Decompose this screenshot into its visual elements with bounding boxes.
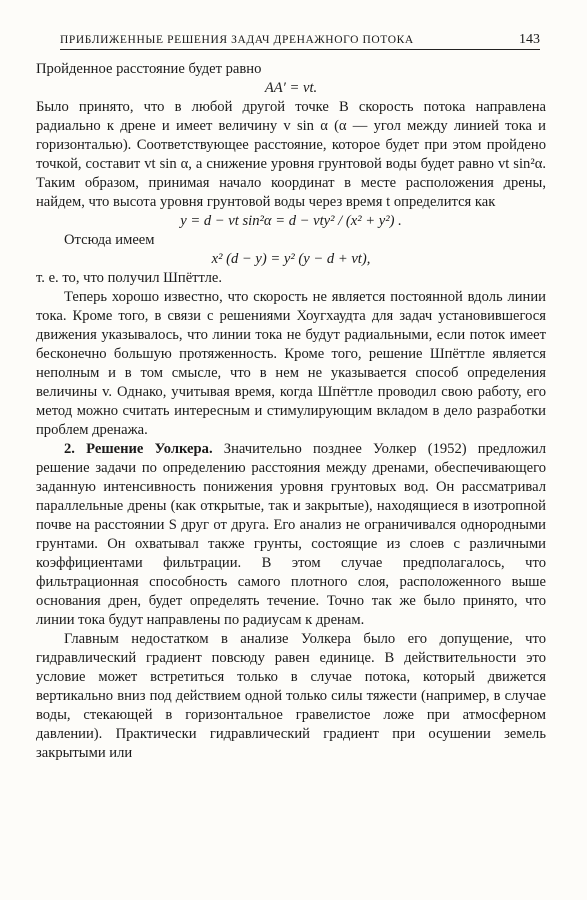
formula: y = d − vt sin²α = d − vty² / (x² + y²) . <box>180 213 402 229</box>
running-header <box>60 34 540 50</box>
header-title: ПРИБЛИЖЕННЫЕ РЕШЕНИЯ ЗАДАЧ ДРЕНАЖНОГО ПОТОКА <box>60 34 414 46</box>
section-heading: 2. Решение Уолкера. <box>64 441 213 457</box>
paragraph <box>36 440 546 630</box>
paragraph: Пройденное расстояние будет равно <box>36 61 262 77</box>
paragraph: Было принято, что в любой другой точке B скорость потока направлена радиально к дрене и имеет величину v sin α (α — угол между линией тока и горизонталью). Соответствующее расстояние, которое будет при этом пройдено точкой, составит vt sin α, а снижение уровня грунтовой воды будет равно vt sin²α. Таким образом, принимая начало координат в месте расположения дрены, найдем, что высота уровня грунтовой воды через время t определится как <box>36 99 546 210</box>
paragraph: т. е. то, что получил Шпёттле. <box>36 270 222 286</box>
paragraph: Теперь хорошо известно, что скорость не является постоянной вдоль линии тока. Кроме того, в связи с решениями Хоугхаудта для задач установившегося движения указывалось, что линии тока не будут радиальными, если поток имеет бесконечно большую протяженность. Кроме того, решение Шпёттле является неполным и в том смысле, что в нем не указывается способ определения величины v. Однако, учитывая время, когда Шпёттле проводил свою работу, его метод можно считать интересным и стимулирующим вкладом в дело разработки проблем дренажа. <box>36 289 546 438</box>
formula: AA′ = vt. <box>264 80 318 96</box>
formula: x² (d − y) = y² (y − d + vt), <box>211 251 371 267</box>
page-number: 143 <box>519 32 540 47</box>
paragraph-text: Значительно позднее Уолкер (1952) предложил решение задачи по определению расстояния между дренами, обеспечивающего заданную интенсивность понижения уровня грунтовых вод. Он рассматривал параллельные дрены (как открытые, так и закрытые), находящиеся в изотропной почве на расстоянии S друг от друга. Его анализ не ограничивался однородными грунтами. Он охватывал также грунты, состоящие из слоев с различными коэффициентами фильтрации. В этом случае предполагалось, что фильтрационная способность самого плотного слоя, расположенного выше основания дрен, будет определять течение. Точно так же было принято, что линии тока будут направлены по радиусам к дренам. <box>36 441 546 628</box>
paragraph: Главным недостатком в анализе Уолкера было его допущение, что гидравлический градиент повсюду равен единице. В действительности это условие может встретиться только в случае потока, который движется вертикально вниз под действием одной только силы тяжести (например, в случае воды, стекающей в горизонтальное гравелистое ложе при атмосферном давлении). Практически гидравлический градиент при осушении земель закрытыми или <box>36 631 546 761</box>
page-body <box>36 60 546 763</box>
paragraph: Отсюда имеем <box>64 232 155 248</box>
